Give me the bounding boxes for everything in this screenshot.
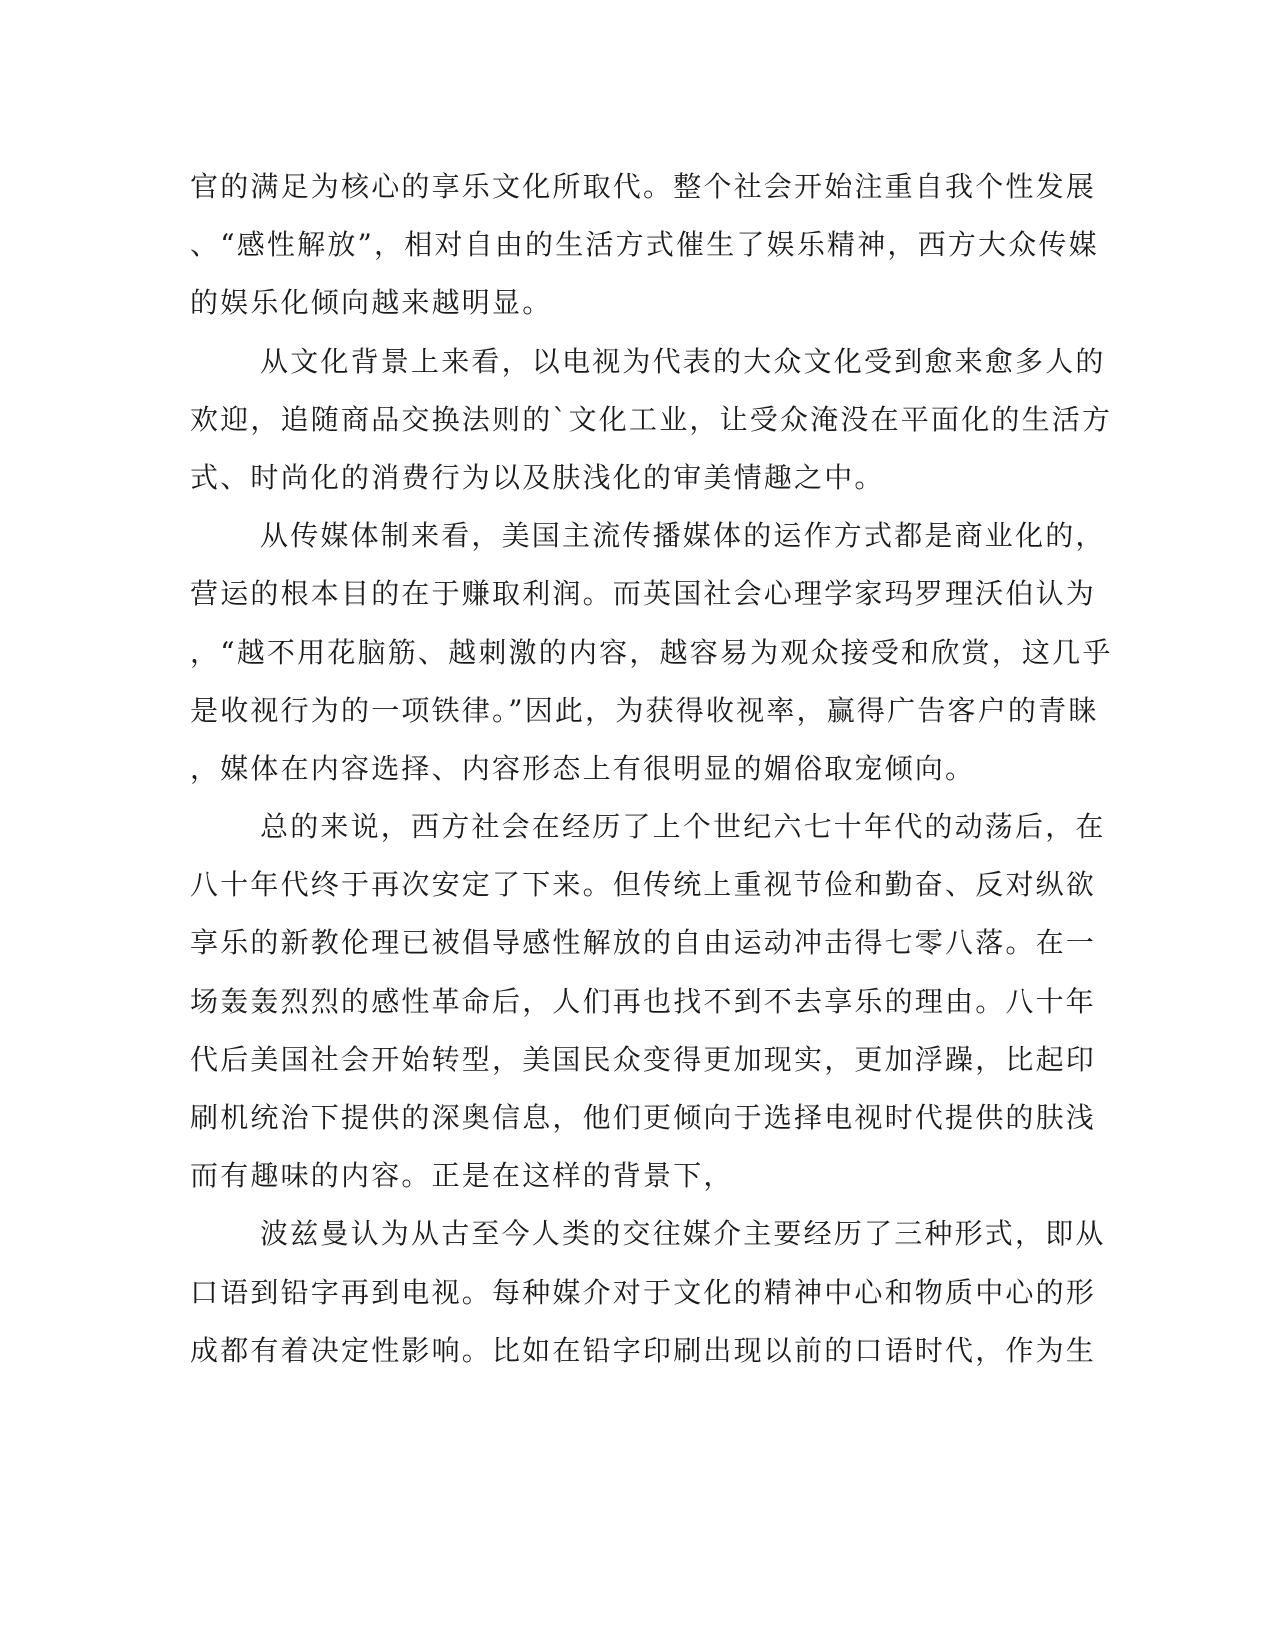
text-line: 波兹曼认为从古至今人类的交往媒介主要经历了三种形式，即从	[260, 1217, 1106, 1251]
text-line: 场轰轰烈烈的感性革命后，人们再也找不到不去享乐的理由。八十年	[190, 984, 1097, 1018]
text-line: 营运的根本目的在于赚取利润。而英国社会心理学家玛罗理沃伯认为	[190, 577, 1097, 611]
text-line: 成都有着决定性影响。比如在铅字印刷出现以前的口语时代，作为生	[190, 1333, 1097, 1367]
text-line: 刷机统治下提供的深奥信息，他们更倾向于选择电视时代提供的肤浅	[190, 1101, 1097, 1134]
text-line: 总的来说，西方社会在经历了上个世纪六七十年代的动荡后，在	[260, 810, 1106, 844]
text-line: 是收视行为的一项铁律。”因此，为获得收视率，赢得广告客户的青睐	[190, 693, 1099, 727]
text-line: 从文化背景上来看，以电视为代表的大众文化受到愈来愈多人的	[260, 344, 1106, 378]
text-line: 、“感性解放”，相对自由的生活方式催生了娱乐精神，西方大众传媒	[190, 228, 1099, 262]
text-line: 八十年代终于再次安定了下来。但传统上重视节俭和勤奋、反对纵欲	[190, 868, 1097, 902]
text-line: 而有趣味的内容。正是在这样的背景下，	[190, 1159, 734, 1193]
text-line: 欢迎，追随商品交换法则的`文化工业，让受众淹没在平面化的生活方	[190, 402, 1113, 436]
text-line: ，媒体在内容选择、内容形态上有很明显的媚俗取宠倾向。	[190, 751, 976, 785]
text-line: 从传媒体制来看，美国主流传播媒体的运作方式都是商业化的，	[260, 519, 1106, 553]
text-line: 代后美国社会开始转型，美国民众变得更加现实，更加浮躁，比起印	[190, 1042, 1097, 1076]
text-line: ，“越不用花脑筋、越刺激的内容，越容易为观众接受和欣赏，这几乎	[190, 635, 1113, 669]
text-line: 式、时尚化的消费行为以及肤浅化的审美情趣之中。	[190, 460, 885, 494]
text-line: 官的满足为核心的享乐文化所取代。整个社会开始注重自我个性发展	[190, 170, 1097, 203]
text-line: 享乐的新教伦理已被倡导感性解放的自由运动冲击得七零八落。在一	[190, 926, 1097, 960]
body-text	[190, 158, 1113, 1380]
text-line: 的娱乐化倾向越来越明显。	[190, 286, 553, 320]
text-line: 口语到铅字再到电视。每种媒介对于文化的精神中心和物质中心的形	[190, 1275, 1097, 1309]
